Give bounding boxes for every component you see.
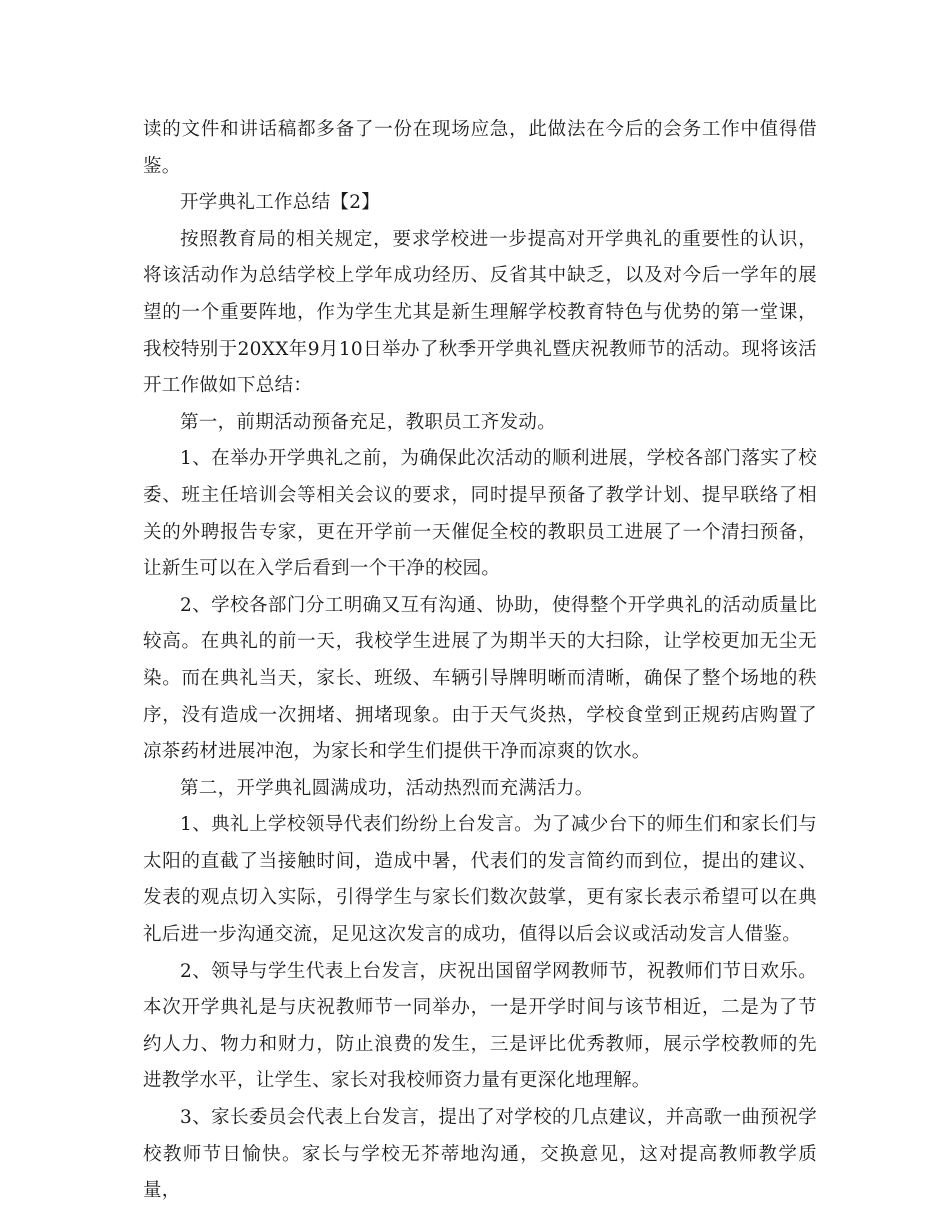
section-heading: 开学典礼工作总结【2】: [180, 192, 381, 214]
document-body: [143, 112, 817, 1210]
subheading-first: 第一，前期活动预备充足，教职员工齐发动。: [180, 411, 557, 433]
subheading-second: 第二，开学典礼圆满成功，活动热烈而充满活力。: [180, 777, 594, 799]
paragraph-item-3: 1、典礼上学校领导代表们纷纷上台发言。为了减少台下的师生们和家长们与太阳的直截了当接触时间，造成中暑，代表们的发言简约而到位，提出的建议、发表的观点切入实际，引得学生与家长们数次鼓掌，更有家长表示希望可以在典礼后进一步沟通交流，足见这次发言的成功，值得以后会议或活动发言人借鉴。: [143, 814, 817, 946]
paragraph-item-2: 2、学校各部门分工明确又互有沟通、协助，使得整个开学典礼的活动质量比较高。在典礼的前一天，我校学生进展了为期半天的大扫除，让学校更加无尘无染。而在典礼当天，家长、班级、车辆引导牌明晰而清晰，确保了整个场地的秩序，没有造成一次拥堵、拥堵现象。由于天气炎热，学校食堂到正规药店购置了凉茶药材进展冲泡，为家长和学生们提供干净而凉爽的饮水。: [143, 594, 817, 763]
paragraph-item-1: 1、在举办开学典礼之前，为确保此次活动的顺利进展，学校各部门落实了校委、班主任培训会等相关会议的要求，同时提早预备了教学计划、提早联络了相关的外聘报告专家，更在开学前一天催促全校的教职员工进展了一个清扫预备，让新生可以在入学后看到一个干净的校园。: [143, 448, 817, 580]
paragraph-continuation: 读的文件和讲话稿都多备了一份在现场应急，此做法在今后的会务工作中值得借鉴。: [143, 119, 817, 177]
paragraph-item-5: 3、家长委员会代表上台发言，提出了对学校的几点建议，并高歌一曲预祝学校教师节日愉快。家长与学校无芥蒂地沟通，交换意见，这对提高教师教学质量，: [143, 1107, 817, 1202]
paragraph-item-4: 2、领导与学生代表上台发言，庆祝出国留学网教师节，祝教师们节日欢乐。本次开学典礼是与庆祝教师节一同举办，一是开学时间与该节相近，二是为了节约人力、物力和财力，防止浪费的发生，三是评比优秀教师，展示学校教师的先进教学水平，让学生、家长对我校师资力量有更深化地理解。: [143, 960, 817, 1092]
paragraph-intro: 按照教育局的相关规定，要求学校进一步提高对开学典礼的重要性的认识，将该活动作为总结学校上学年成功经历、反省其中缺乏，以及对今后一学年的展望的一个重要阵地，作为学生尤其是新生理解学校教育特色与优势的第一堂课，我校特别于20XX年9月10日举办了秋季开学典礼暨庆祝教师节的活动。现将该活开工作做如下总结：: [143, 228, 817, 397]
